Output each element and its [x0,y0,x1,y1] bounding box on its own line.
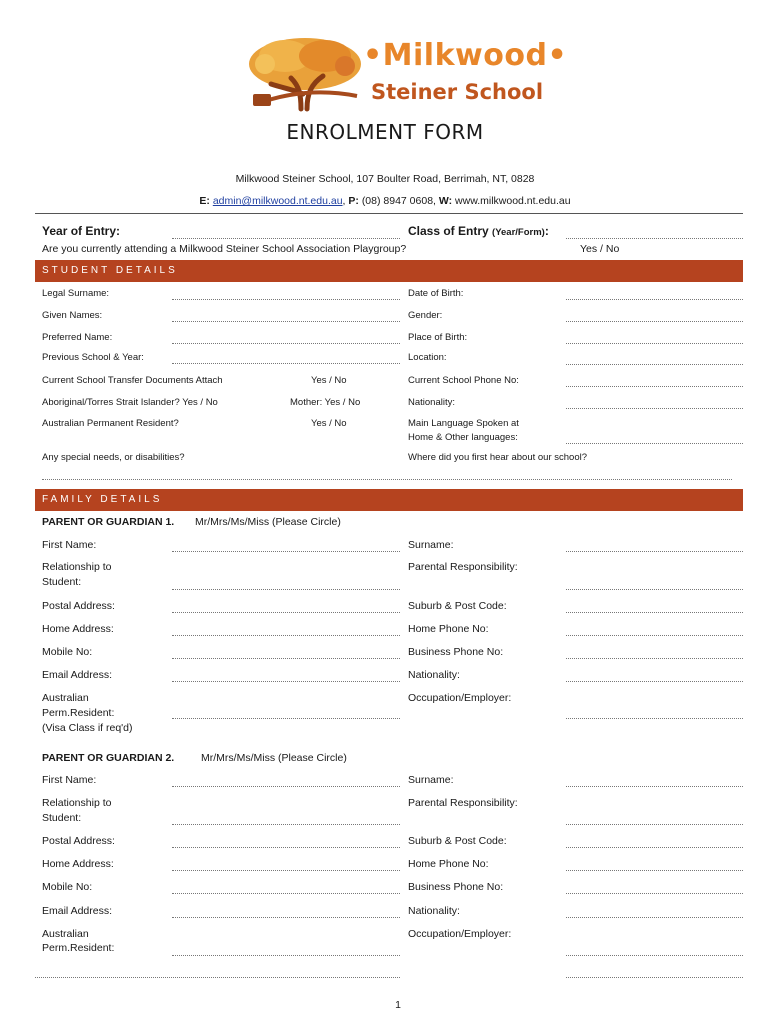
family-details-heading [35,489,743,511]
parent2-surname-field[interactable] [566,786,743,787]
parent1-home-address-field[interactable] [172,635,400,636]
parent1-first-name-field[interactable] [172,551,400,552]
parent1-email-field[interactable] [172,681,400,682]
parent1-aus-line3: (Visa Class if req'd) [42,722,133,734]
parent1-business-phone-label: Business Phone No: [408,646,504,658]
parent1-surname-field[interactable] [566,551,743,552]
parent1-aus-line2: Perm.Resident: [42,707,115,719]
nationality-field[interactable] [566,408,743,409]
aboriginal-label[interactable]: Aboriginal/Torres Strait Islander? Yes / No [42,397,218,408]
parent2-first-name-field[interactable] [172,786,400,787]
page-title: ENROLMENT FORM [286,120,484,144]
parent1-parental-resp-label: Parental Responsibility: [408,561,518,573]
email-label: E: [199,195,210,207]
language-label-line1: Main Language Spoken at [408,418,519,429]
school-phone-field[interactable] [566,386,743,387]
legal-surname-field[interactable] [172,299,400,300]
parent2-postal-label: Postal Address: [42,835,115,847]
preferred-name-label: Preferred Name: [42,332,113,343]
parent1-suburb-label: Suburb & Post Code: [408,600,507,612]
parent1-postal-field[interactable] [172,612,400,613]
playgroup-question: Are you currently attending a Milkwood Steiner School Association Playgroup? [42,243,407,255]
year-of-entry-label: Year of Entry: [42,224,121,238]
parent1-postal-label: Postal Address: [42,600,115,612]
parent2-surname-label: Surname: [408,774,454,786]
parent1-surname-label: Surname: [408,539,454,551]
parent2-title: PARENT OR GUARDIAN 2. [42,752,175,764]
contact-sep: , [342,195,346,207]
parent2-home-phone-label: Home Phone No: [408,858,489,870]
parent1-first-name-label: First Name: [42,539,97,551]
parent1-email-label: Email Address: [42,669,113,681]
student-details-heading [35,260,743,282]
web-label: W: [438,195,453,207]
parent1-occupation-label: Occupation/Employer: [408,692,512,704]
previous-school-label: Previous School & Year: [42,352,144,363]
parent1-home-phone-label: Home Phone No: [408,623,489,635]
parent1-home-address-label: Home Address: [42,623,114,635]
parent2-business-phone-field[interactable] [566,893,743,894]
parent2-mobile-field[interactable] [172,893,400,894]
page-number: 1 [395,999,401,1011]
given-names-label: Given Names: [42,310,103,321]
location-field[interactable] [566,364,743,365]
parent2-home-address-label: Home Address: [42,858,114,870]
parent2-relationship-line2: Student: [42,812,82,824]
transfer-docs-label: Current School Transfer Documents Attach [42,375,223,386]
dob-label: Date of Birth: [408,288,464,299]
first-hear-label: Where did you first hear about our school? [408,452,588,463]
phone-label: P: [348,195,359,207]
parent1-mobile-label: Mobile No: [42,646,93,658]
parent2-honorific[interactable]: Mr/Mrs/Ms/Miss (Please Circle) [201,752,347,764]
parent2-parental-resp-label: Parental Responsibility: [408,797,518,809]
parent1-mobile-field[interactable] [172,658,400,659]
special-needs-field[interactable] [42,479,732,480]
playgroup-yes-no[interactable]: Yes / No [580,243,620,255]
parent1-home-phone-field[interactable] [566,635,743,636]
transfer-docs-yes-no[interactable]: Yes / No [311,375,347,386]
parent2-home-address-field[interactable] [172,870,400,871]
contact-line [0,195,770,207]
parent1-suburb-field[interactable] [566,612,743,613]
parent2-relationship-line1: Relationship to [42,797,112,809]
class-hint: (Year/Form) [492,227,545,238]
location-label: Location: [408,352,447,363]
header-divider [35,213,743,214]
phone-value: (08) 8947 0608, [361,195,436,207]
parent2-nationality-label: Nationality: [408,905,460,917]
nationality-label: Nationality: [408,397,455,408]
legal-surname-label: Legal Surname: [42,288,110,299]
parent2-relationship-field[interactable] [172,824,400,825]
school-address: Milkwood Steiner School, 107 Boulter Road, Berrimah, NT, 0828 [235,173,535,185]
place-of-birth-field[interactable] [566,343,743,344]
school-logo [245,34,568,114]
parent1-honorific[interactable]: Mr/Mrs/Ms/Miss (Please Circle) [195,516,341,528]
parent2-extra-field-right[interactable] [566,977,743,978]
gender-field[interactable] [566,321,743,322]
parent2-nationality-field[interactable] [566,917,743,918]
language-label-line2: Home & Other languages: [408,432,518,443]
parent1-relationship-field[interactable] [172,589,400,590]
parent1-aus-line1: Australian [42,692,89,704]
parent2-aus-line1: Australian [42,928,89,940]
previous-school-field[interactable] [172,363,400,364]
parent2-aus-line2: Perm.Resident: [42,942,115,954]
given-names-field[interactable] [172,321,400,322]
parent2-home-phone-field[interactable] [566,870,743,871]
parent1-business-phone-field[interactable] [566,658,743,659]
parent2-postal-field[interactable] [172,847,400,848]
dob-field[interactable] [566,299,743,300]
class-colon: : [544,224,549,238]
class-of-entry-field[interactable] [566,238,743,239]
parent1-perm-resident-field[interactable] [172,718,400,719]
preferred-name-field[interactable] [172,343,400,344]
parent1-parental-resp-field[interactable] [566,589,743,590]
parent2-extra-field-left[interactable] [35,977,400,978]
perm-resident-yes-no[interactable]: Yes / No [311,418,347,429]
class-label: Class of Entry [408,224,489,238]
year-of-entry-field[interactable] [172,238,400,239]
tree-icon [245,34,365,114]
special-needs-label: Any special needs, or disabilities? [42,452,185,463]
parent1-occupation-field[interactable] [566,718,743,719]
logo-line1: •Milkwood• [363,38,568,73]
parent2-occupation-label: Occupation/Employer: [408,928,512,940]
parent2-email-field[interactable] [172,917,400,918]
mother-yes-no[interactable]: Mother: Yes / No [290,397,361,408]
parent2-first-name-label: First Name: [42,774,97,786]
parent1-relationship-line1: Relationship to [42,561,112,573]
parent2-business-phone-label: Business Phone No: [408,881,504,893]
family-details-label: FAMILY DETAILS [42,494,163,505]
place-of-birth-label: Place of Birth: [408,332,468,343]
parent2-mobile-label: Mobile No: [42,881,93,893]
student-details-label: STUDENT DETAILS [42,265,178,276]
parent1-title: PARENT OR GUARDIAN 1. [42,516,175,528]
parent2-suburb-field[interactable] [566,847,743,848]
parent2-occupation-field[interactable] [566,955,743,956]
perm-resident-label: Australian Permanent Resident? [42,418,179,429]
parent1-nationality-label: Nationality: [408,669,460,681]
logo-line2: Steiner School [371,80,544,104]
parent2-perm-resident-field[interactable] [172,955,400,956]
email-link[interactable]: admin@milkwood.nt.edu.au [212,195,343,207]
language-field[interactable] [566,443,743,444]
parent2-suburb-label: Suburb & Post Code: [408,835,507,847]
web-value: www.milkwood.nt.edu.au [455,195,571,207]
parent2-email-label: Email Address: [42,905,113,917]
parent1-relationship-line2: Student: [42,576,82,588]
gender-label: Gender: [408,310,443,321]
parent1-nationality-field[interactable] [566,681,743,682]
school-phone-label: Current School Phone No: [408,375,519,386]
class-of-entry-label [408,224,549,238]
parent2-parental-resp-field[interactable] [566,824,743,825]
